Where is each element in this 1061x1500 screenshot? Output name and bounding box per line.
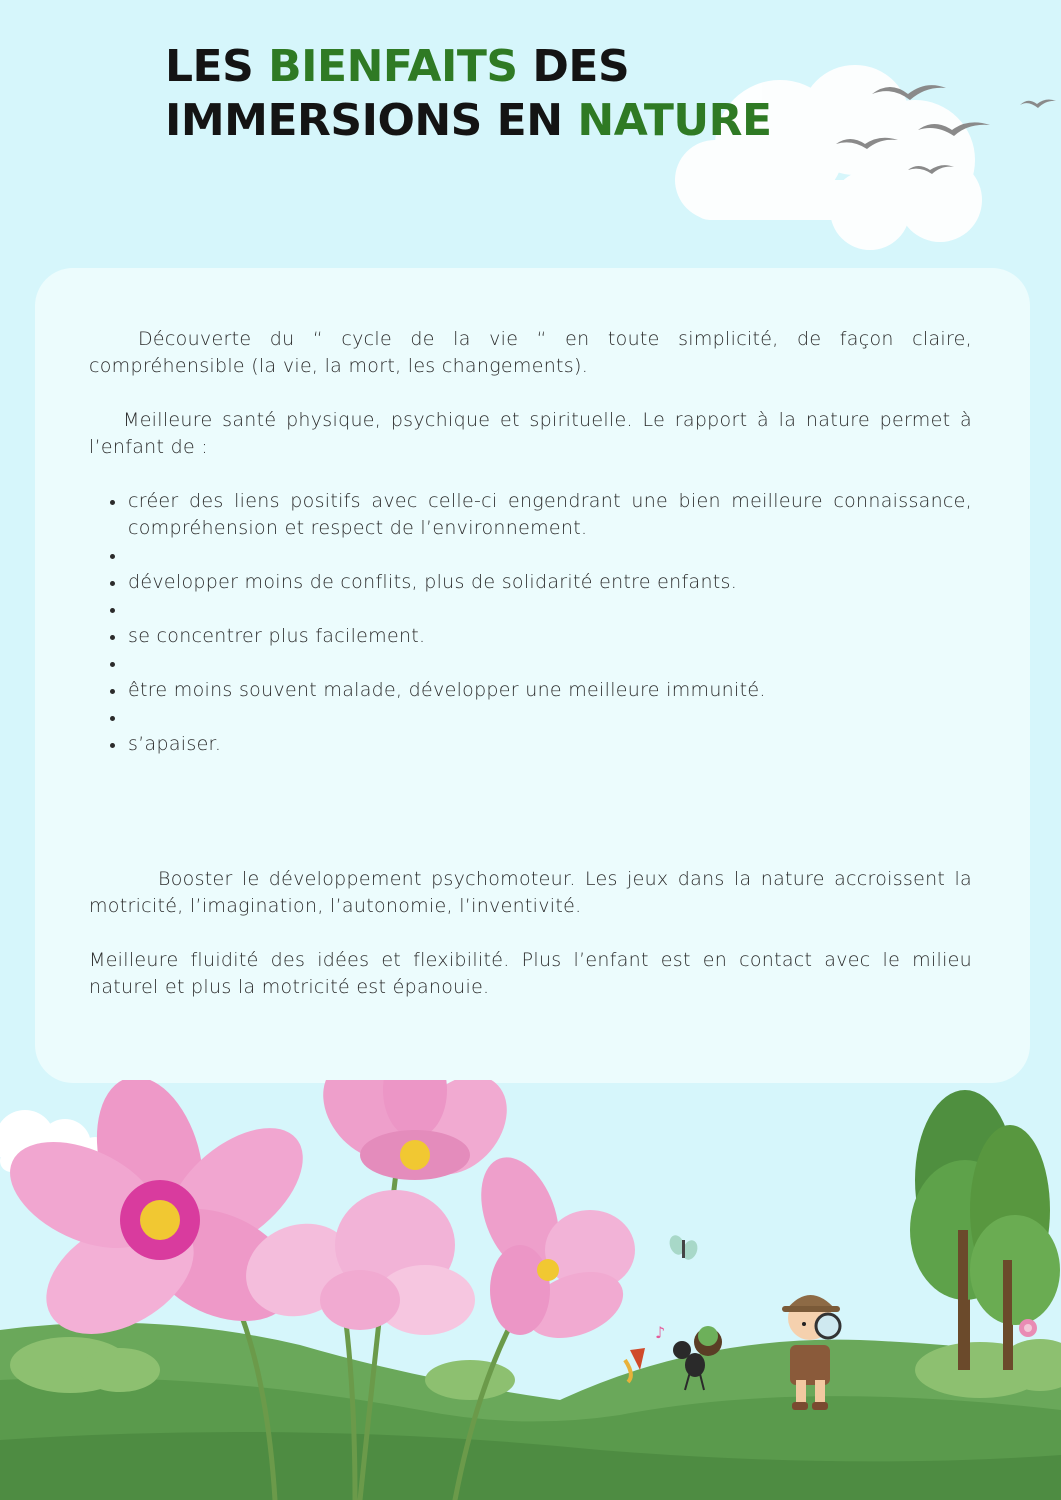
cosmos-flower-icon: [1019, 1319, 1037, 1337]
spacer: [89, 650, 972, 677]
list-item: développer moins de conflits, plus de solidarité entre enfants.: [89, 569, 972, 596]
title-text: LES: [165, 41, 269, 92]
butterfly-icon: [667, 1233, 700, 1262]
paragraph: Meilleure santé physique, psychique et spirituelle. Le rapport à la nature permet à l’enfant de :: [89, 409, 972, 458]
bird-icon: [834, 132, 900, 156]
bird-icon: [870, 78, 950, 108]
list-item: se concentrer plus facilement.: [89, 623, 972, 650]
spacer: [89, 704, 972, 731]
cosmos-flower-icon: [467, 1147, 635, 1351]
title-text: IMMERSIONS EN: [165, 95, 578, 146]
list-item: s’apaiser.: [89, 731, 972, 758]
title-highlight: BIENFAITS: [268, 41, 518, 92]
spacer: [89, 542, 972, 569]
content-text: [89, 326, 972, 1001]
tree-icon: [910, 1090, 1060, 1370]
bird-icon: [1018, 95, 1058, 111]
bird-icon: [906, 160, 956, 180]
paragraph: Meilleure fluidité des idées et flexibilité. Plus l’enfant est en contact avec le milieu naturel et plus la motricité est épanouie.: [89, 949, 972, 998]
title-line-1: [165, 40, 772, 94]
title-line-2: [165, 94, 772, 148]
landscape-illustration: [0, 1080, 1061, 1500]
paragraph: Booster le développement psychomoteur. Les jeux dans la nature accroissent la motricité, l’imagination, l’autonomie, l’inventivité.: [89, 868, 972, 917]
spacer: [89, 596, 972, 623]
paragraph: Découverte du “ cycle de la vie “ en toute simplicité, de façon claire, compréhensible (la vie, la mort, les changements).: [89, 328, 972, 377]
cosmos-flower-icon: [0, 1080, 325, 1358]
title-text: DES: [517, 41, 630, 92]
benefits-list: [89, 488, 972, 758]
list-item: créer des liens positifs avec celle-ci engendrant une bien meilleure connaissance, compréhension et respect de l’environnement.: [89, 488, 972, 542]
page-title: [165, 40, 772, 148]
list-item: être moins souvent malade, développer une meilleure immunité.: [89, 677, 972, 704]
title-highlight: NATURE: [577, 95, 772, 146]
music-note-icon: ♪: [655, 1323, 666, 1342]
bird-icon: [916, 116, 992, 144]
